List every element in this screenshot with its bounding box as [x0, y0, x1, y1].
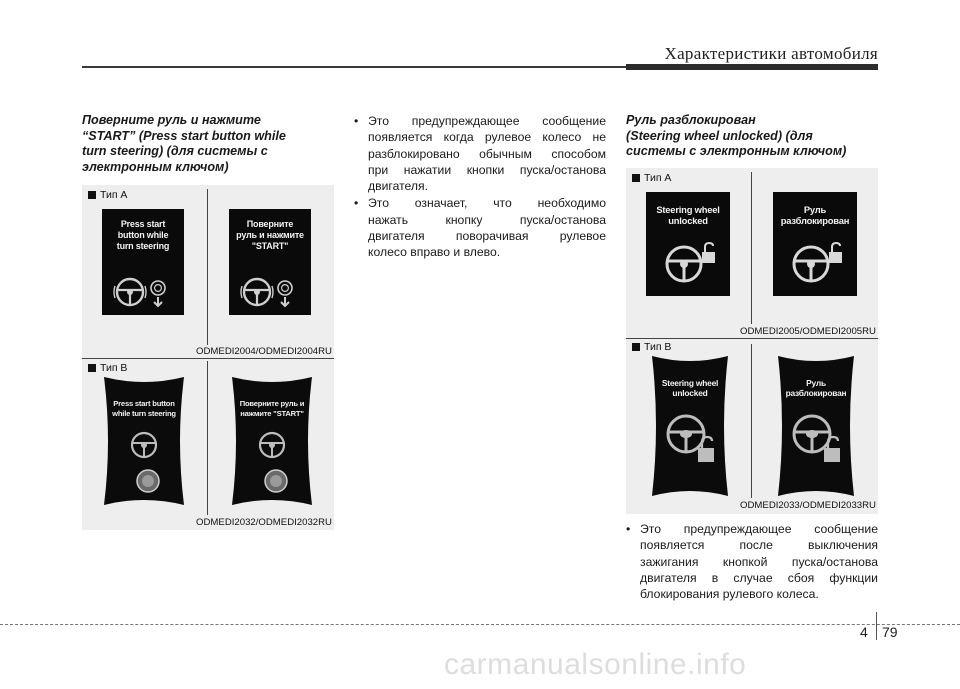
heading-line: электронным ключом) — [82, 159, 229, 174]
type-a-label: Тип A — [88, 189, 127, 201]
figure-divider — [82, 358, 334, 359]
figure-divider — [751, 344, 752, 498]
square-bullet-icon — [632, 174, 640, 182]
heading-line: “START” (Press start button while — [82, 128, 286, 143]
type-a-label: Тип A — [632, 172, 671, 184]
bullet-item: • Это означает, что необходимо нажать кнопку пуска/останова двигателя поворачивая рулевое колесо вправо и влево. — [354, 196, 606, 260]
left-figure — [82, 185, 334, 530]
display-screen-wheel-unlocked: Steering wheel unlocked — [646, 192, 730, 296]
steering-wheel-unlocked-icon — [787, 240, 845, 286]
header-rule-accent — [626, 64, 878, 70]
steering-and-start-button-icon — [124, 431, 164, 495]
figure-divider — [207, 189, 208, 345]
heading-line: turn steering) (для системы с — [82, 144, 268, 158]
figure-code: ODMEDI2033/ODMEDI2033RU — [740, 500, 876, 511]
display-screen-wheel-unlocked-ru: Руль разблокирован — [773, 192, 857, 296]
left-section-heading — [82, 113, 332, 175]
square-bullet-icon — [88, 364, 96, 372]
cluster-screen-wheel-unlocked: Steering wheel unlocked — [648, 354, 732, 498]
heading-line: Руль разблокирован — [626, 113, 756, 127]
cluster-screen-wheel-unlocked-ru: Руль разблокирован — [774, 354, 858, 498]
steering-wheel-press-icon — [112, 275, 174, 309]
right-figure — [626, 168, 878, 514]
figure-code: ODMEDI2004/ODMEDI2004RU — [196, 346, 332, 357]
square-bullet-icon — [88, 191, 96, 199]
cluster-screen-turn-wheel-ru: Поверните руль и нажмите "START" — [228, 375, 316, 507]
cluster-screen-press-start: Press start button while turn steering — [100, 375, 188, 507]
footer-dashed-rule — [0, 624, 960, 625]
steering-wheel-unlocked-icon — [660, 240, 718, 286]
square-bullet-icon — [632, 343, 640, 351]
display-screen-turn-wheel-ru: Поверните руль и нажмите "START" — [229, 209, 311, 315]
figure-divider — [751, 172, 752, 324]
page-number: 79 — [882, 624, 898, 640]
chapter-number: 4 — [860, 624, 868, 640]
figure-code: ODMEDI2005/ODMEDI2005RU — [740, 326, 876, 337]
chapter-header-title: Характеристики автомобиля — [664, 44, 878, 63]
steering-wheel-unlocked-icon — [788, 410, 846, 468]
type-b-label: Тип B — [88, 362, 127, 374]
steering-wheel-press-icon — [239, 275, 301, 309]
heading-line: системы с электронным ключом) — [626, 144, 847, 158]
heading-line: (Steering wheel unlocked) (для — [626, 128, 813, 143]
steering-wheel-unlocked-icon — [662, 410, 720, 468]
display-screen-press-start: Press start button while turn steering — [102, 209, 184, 315]
right-section-heading — [626, 113, 878, 160]
watermark: carmanualsonline.info — [444, 648, 747, 681]
figure-divider — [207, 361, 208, 515]
footer-page-separator — [876, 612, 877, 640]
middle-bullets — [354, 113, 606, 262]
bullet-item: • Это предупреждающее сообщение появляется после выключения зажигания кнопкой пуска/останова двигателя в случае сбоя функции блокирования рулевого колеса. — [626, 522, 878, 602]
steering-and-start-button-icon — [252, 431, 292, 495]
right-bullets — [626, 521, 878, 603]
type-b-label: Тип B — [632, 341, 671, 353]
figure-code: ODMEDI2032/ODMEDI2032RU — [196, 517, 332, 528]
figure-divider — [626, 338, 878, 339]
heading-line: Поверните руль и нажмите — [82, 113, 261, 127]
bullet-item: • Это предупреждающее сообщение появляется когда рулевое колесо не разблокировано обычным способом при нажатии кнопки пуска/останова двигателя. — [354, 114, 606, 194]
